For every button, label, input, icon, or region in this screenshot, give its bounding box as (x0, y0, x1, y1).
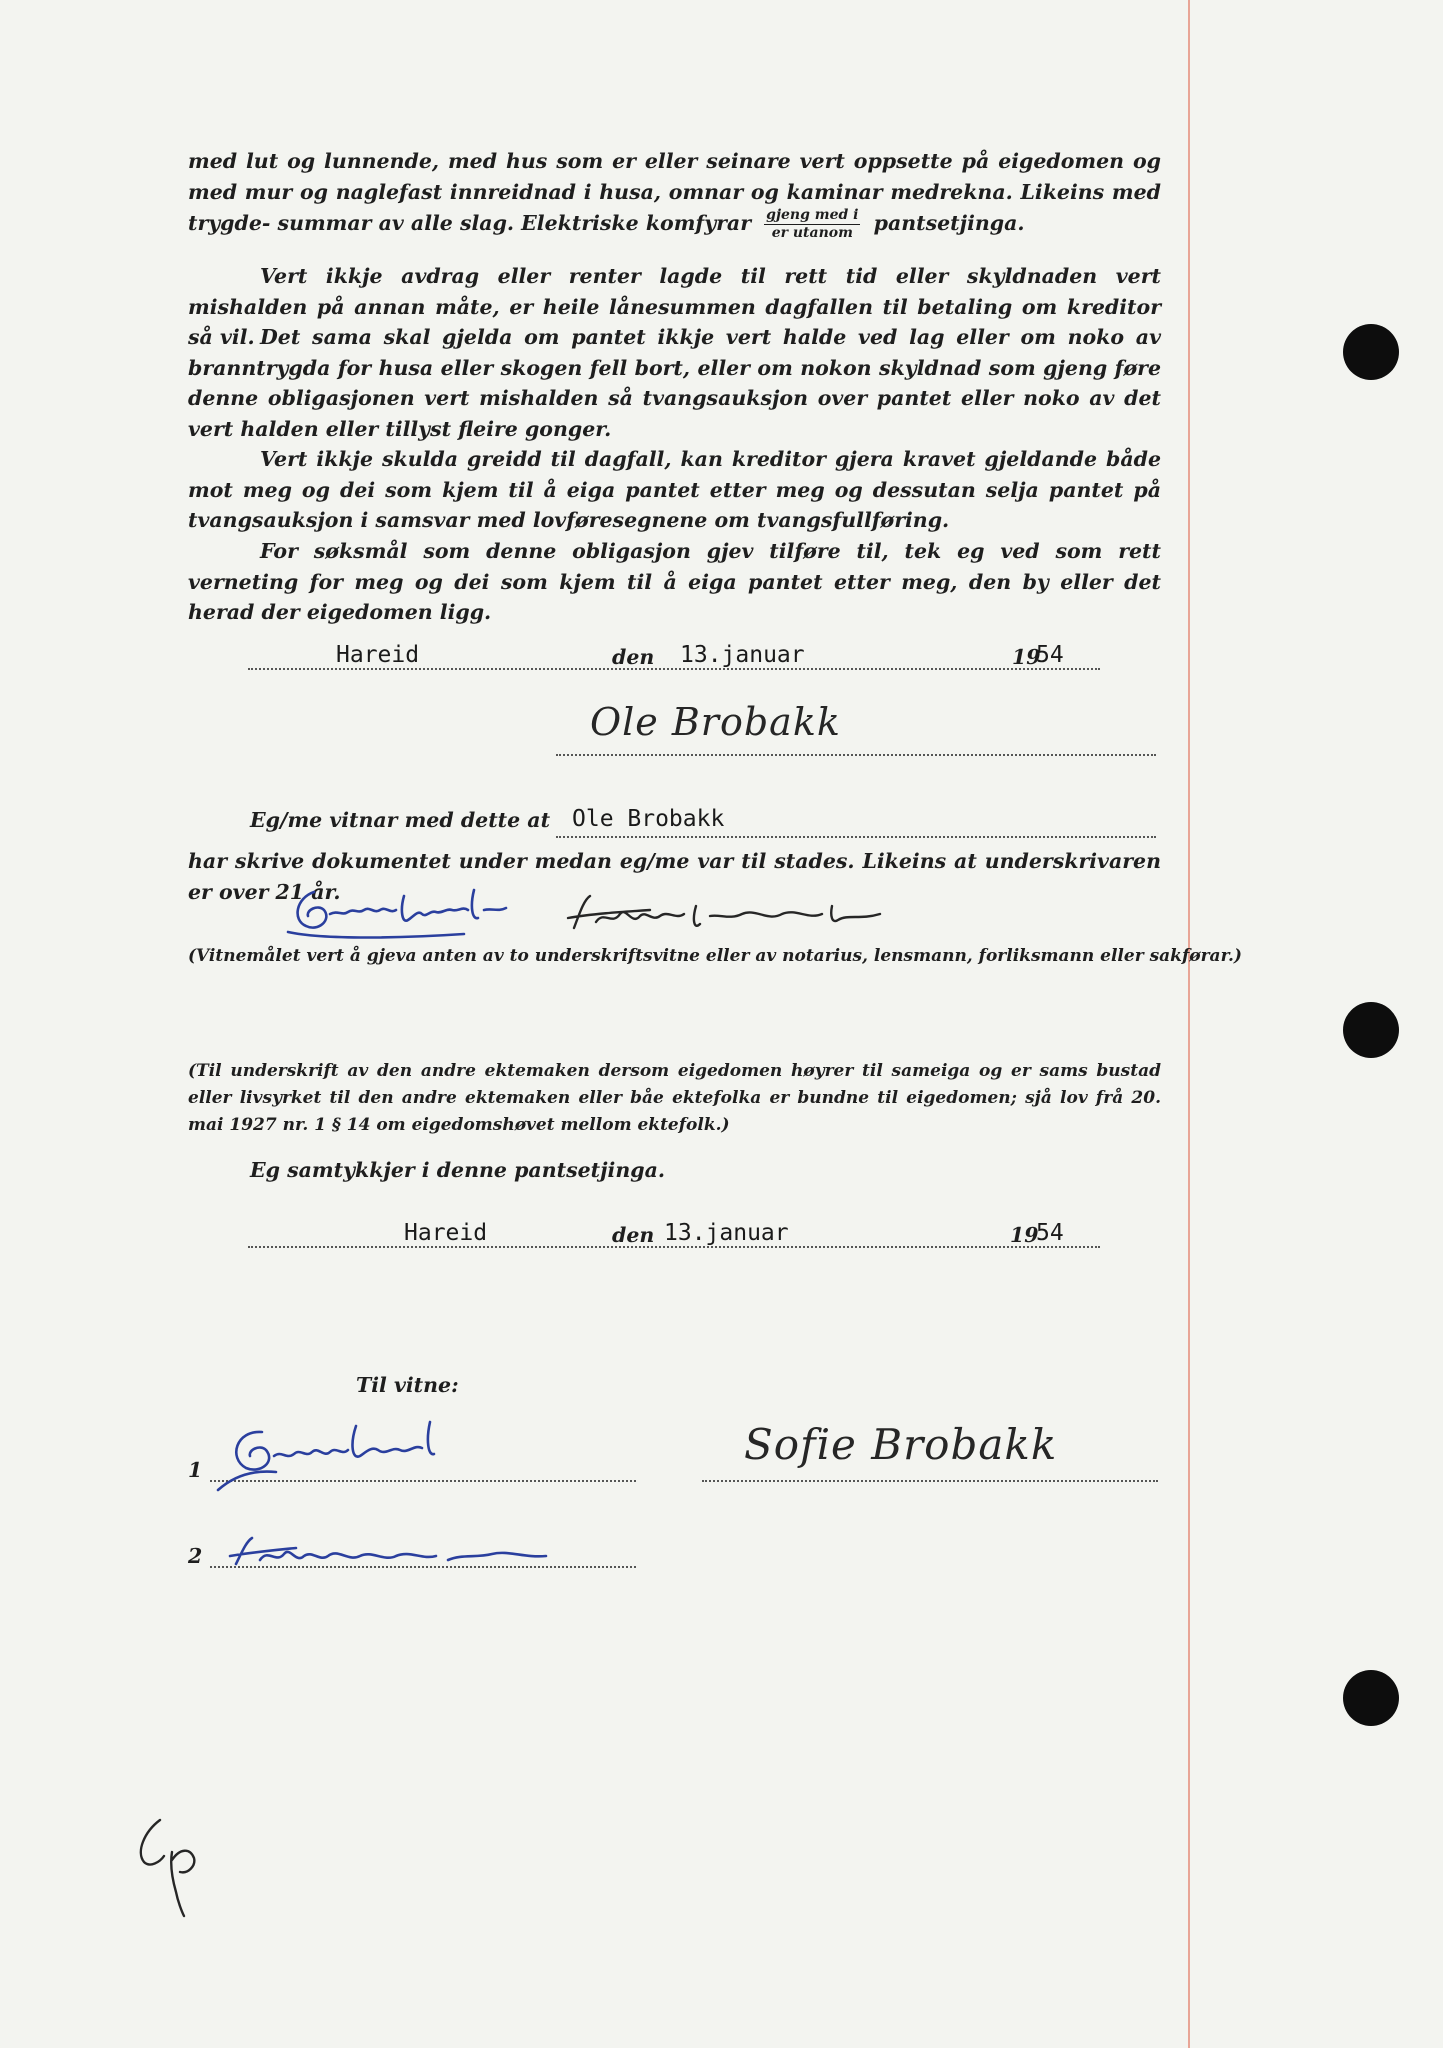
til-vitne-label: Til vitne: (356, 1373, 459, 1397)
witness-2-signature (226, 1534, 566, 1574)
initials-mark (124, 1808, 220, 1918)
witness-number-1: 1 (188, 1458, 203, 1482)
punch-hole-top (1343, 324, 1399, 380)
date2-place: Hareid (404, 1220, 488, 1246)
signature-line-1 (556, 754, 1156, 756)
witness-subject-name: Ole Brobakk (572, 806, 725, 832)
witness-number-2: 2 (188, 1544, 203, 1568)
witness-name-line (556, 836, 1156, 838)
date-line-2 (248, 1246, 1100, 1248)
fraction-choice: $\frac{\text{gjeng med i}}{\text{er utanom}}$ (766, 207, 859, 241)
punch-hole-bottom (1343, 1670, 1399, 1726)
date2-year-prefix: 19 (1010, 1223, 1039, 1247)
paragraph-venue-clause: For søksmål som denne obligasjon gjev tilføre til, tek eg ved som rett verneting for meg og dei som kjem til å eiga pantet etter meg, den by eller det herad der eigedomen ligg. (188, 539, 1161, 624)
consent-statement: Eg samtykkjer i denne pantsetjinga. (250, 1158, 665, 1182)
paragraph-enforcement-clause: Vert ikkje skulda greidd til dagfall, kan kreditor gjera kravet gjeldande både mot meg og dei som kjem til å eiga pantet etter meg og dessutan selja pantet på tvangsauksjon i samsvar med lovføresegnene om tvangsfullføring. (188, 447, 1161, 532)
witness-signature-2-upper (560, 892, 940, 942)
spouse-signature-line (702, 1480, 1158, 1482)
paragraph-default-clause: Vert ikkje avdrag eller renter lagde til rett tid eller skyldnaden vert mishalden på annan måte, er heile lånesummen dagfallen til betaling om kreditor så vil. (188, 264, 1161, 349)
signature-sofie-brobakk: Sofie Brobakk (744, 1420, 1058, 1469)
witness-statement: har skrive dokumentet under medan eg/me var til stades. Likeins at underskrivaren er over 21 år. (188, 849, 1161, 904)
signature-ole-brobakk: Ole Brobakk (590, 700, 841, 744)
date2-year: 54 (1036, 1220, 1064, 1246)
date2-den-label: den (612, 1223, 655, 1247)
paragraph-property-clause: med lut og lunnende, med hus som er eller seinare vert oppsette på eigedomen og med mur og naglefast innreidnad i husa, omnar og kaminar medrekna. Likeins med trygde- summar av alle slag. Elektriske komfyrar $\frac{\text{gjeng med i}}{\text{er utanom}}$ pantsetjinga. (188, 149, 1161, 241)
spouse-consent-note: (Til underskrift av den andre ektemaken dersom eigedomen høyrer til sameiga og er sams bustad eller livsyrket til den andre ektemaken eller båe ektefolka er bundne til eigedomen; sjå lov frå 20. mai 1927 nr. 1 § 14 om eigedomshøvet mellom ektefolk.) (188, 1061, 1161, 1135)
date1-year: 54 (1036, 642, 1064, 668)
date1-date: 13.januar (680, 642, 805, 668)
witness-signature-1-upper (284, 880, 534, 940)
margin-rule (1188, 0, 1190, 2048)
date-line-1 (248, 668, 1100, 670)
date1-place: Hareid (336, 642, 420, 668)
witness-prefix: Eg/me vitnar med dette at (250, 808, 551, 832)
date1-den-label: den (612, 645, 655, 669)
punch-hole-middle (1343, 1002, 1399, 1058)
date2-date: 13.januar (664, 1220, 789, 1246)
paragraph-insurance-clause: Det sama skal gjelda om pantet ikkje vert halde ved lag eller om noko av branntrygda for husa eller skogen fell bort, eller om nokon skyldnad som gjeng føre denne obligasjonen vert mishalden så tvangsauksjon over pantet eller noko av det vert halden eller tillyst fleire gonger. (188, 325, 1161, 441)
witness-instruction-note: (Vitnemålet vert å gjeva anten av to underskriftsvitne eller av notarius, lensmann, forliksmann eller sakførar.) (188, 946, 1242, 966)
date1-year-prefix: 19 (1012, 645, 1041, 669)
witness-1-signature (216, 1414, 476, 1494)
